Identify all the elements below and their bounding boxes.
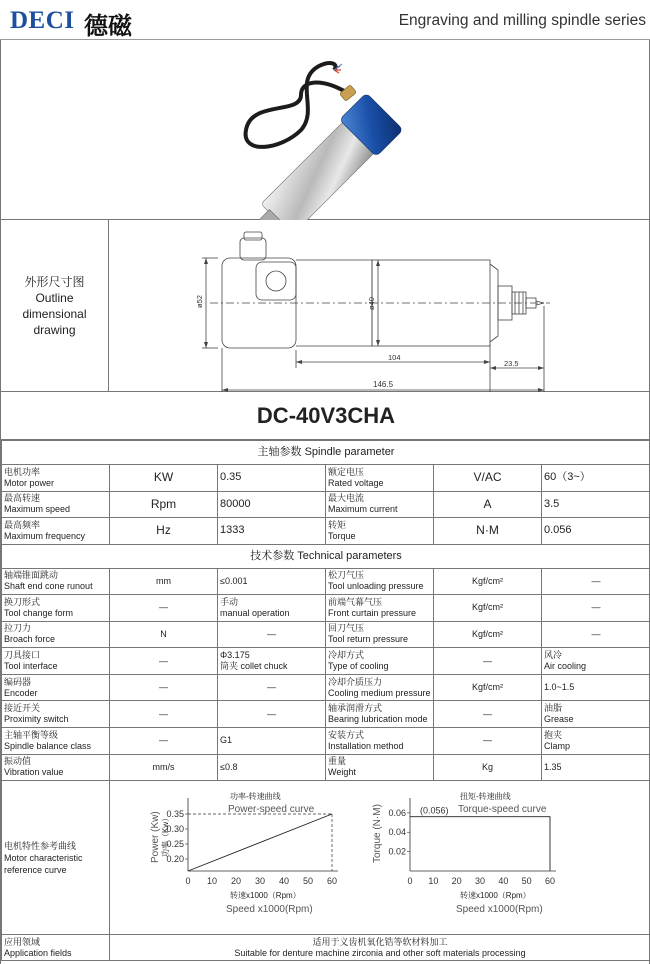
chart1-series-line: [188, 814, 332, 871]
param-label-en: Motor power: [4, 477, 55, 488]
param-unit: Kgf/cm²: [434, 674, 542, 701]
param-unit: —: [434, 728, 542, 755]
chart2-y-tick-label: 0.06: [388, 808, 406, 819]
param-unit: Rpm: [110, 491, 218, 518]
param-label-en: Tool return pressure: [328, 634, 409, 645]
chart1-y-tick-label: 0.20: [166, 854, 184, 865]
param-label-en: Vibration value: [4, 767, 64, 778]
param-label: [2, 674, 110, 701]
param-value-line-1: 手动: [220, 596, 239, 607]
dim-length-tip: 23.5: [504, 359, 519, 368]
param-label: [326, 595, 434, 622]
application-value: [110, 935, 650, 961]
param-value-line-1: 油脂: [544, 703, 563, 714]
brand-logo-text: DECI: [10, 7, 75, 34]
outline-label-cn: 外形尺寸图: [24, 275, 85, 289]
technical-row: [2, 648, 650, 675]
param-value: [218, 674, 326, 701]
chart2-x-tick-label: 20: [451, 876, 462, 887]
param-value: [542, 674, 650, 701]
param-label: [2, 465, 110, 492]
param-label-en: Torque: [328, 530, 356, 541]
param-label-cn: 编码器: [4, 676, 32, 687]
param-label-cn: 松刀气压: [328, 570, 365, 581]
param-label: [2, 621, 110, 648]
param-unit: —: [434, 701, 542, 728]
param-label-en: Front curtain pressure: [328, 607, 417, 618]
outline-label-en-1: Outline: [35, 291, 74, 305]
param-value-line-2: Clamp: [544, 740, 571, 751]
param-unit: —: [110, 595, 218, 622]
chart2-annotation: (0.056): [420, 805, 449, 816]
param-label-en: Cooling medium pressure: [328, 687, 431, 698]
param-label-cn: 主轴平衡等级: [4, 729, 59, 740]
param-value: 80000: [218, 491, 326, 518]
spindle-photo-image: [1, 40, 650, 220]
param-value: 1333: [218, 518, 326, 545]
spec-sheet: [0, 40, 650, 964]
param-unit: Hz: [110, 518, 218, 545]
param-value-line-1: G1: [220, 735, 233, 746]
param-label: [326, 518, 434, 545]
param-value-line-1: —: [267, 628, 276, 639]
series-title: Engraving and milling spindle series: [398, 12, 646, 29]
outline-drawing-svg: [110, 220, 650, 392]
chart1-y-tick-label: 0.30: [166, 824, 184, 835]
param-unit: —: [110, 648, 218, 675]
param-label-cn: 回刀气压: [328, 623, 365, 634]
param-value: [542, 648, 650, 675]
param-label-en: Maximum speed: [4, 504, 71, 515]
chart2-title: 扭矩-转速曲线: [460, 792, 511, 802]
param-label-en: Installation method: [328, 740, 404, 751]
param-value-line-1: Φ3.175: [220, 650, 250, 661]
chart2-series-line: [410, 817, 550, 871]
param-value: [218, 701, 326, 728]
param-value: [218, 648, 326, 675]
outline-label-en-3: drawing: [33, 323, 76, 337]
param-label: [2, 648, 110, 675]
param-value-line-1: ≤0.8: [220, 761, 238, 772]
param-label-cn: 安装方式: [328, 729, 365, 740]
param-label: [326, 465, 434, 492]
param-value: [542, 621, 650, 648]
param-label: [326, 568, 434, 595]
param-value: [218, 728, 326, 755]
param-value: [218, 568, 326, 595]
param-label-en: Weight: [328, 767, 356, 778]
param-label: [326, 491, 434, 518]
param-unit: mm/s: [110, 754, 218, 781]
product-photo-box: [1, 40, 650, 220]
param-label-en: Encoder: [4, 687, 38, 698]
param-label-en: Tool change form: [4, 607, 74, 618]
param-unit: —: [110, 701, 218, 728]
param-label-en: Tool unloading pressure: [328, 581, 424, 592]
param-value-line-2: 筒夹 collet chuck: [220, 661, 288, 672]
param-label-en: Type of cooling: [328, 661, 389, 672]
param-value: [542, 701, 650, 728]
param-unit: mm: [110, 568, 218, 595]
dim-diameter-body: ø52: [195, 295, 204, 308]
param-label: [326, 648, 434, 675]
param-unit: A: [434, 491, 542, 518]
param-label-en: Proximity switch: [4, 714, 69, 725]
param-value-line-1: 1.0~1.5: [544, 682, 575, 693]
param-unit: —: [434, 648, 542, 675]
param-unit: KW: [110, 465, 218, 492]
chart2-x-tick-label: 0: [407, 876, 413, 887]
param-label: [2, 595, 110, 622]
param-value: [542, 754, 650, 781]
chart1-ylabel-cn: 功率（Kw）: [161, 814, 170, 858]
param-value-line-1: —: [591, 602, 601, 613]
outline-label-en-2: dimensional: [22, 307, 87, 321]
param-value-line-1: —: [591, 575, 601, 586]
param-unit: N: [110, 621, 218, 648]
chart2-xlabel: 转速x1000（Rpm）: [460, 891, 531, 901]
param-value-line-1: —: [267, 708, 276, 719]
param-label: [2, 728, 110, 755]
param-unit: —: [110, 728, 218, 755]
param-value: 0.056: [542, 518, 650, 545]
param-label-cn: 最高频率: [4, 519, 41, 530]
param-label: [2, 568, 110, 595]
param-label-cn: 轴端锥面跳动: [4, 570, 59, 581]
param-label-cn: 额定电压: [328, 466, 365, 477]
model-number: DC-40V3CHA: [1, 392, 650, 440]
param-label-en: Maximum current: [328, 504, 398, 515]
curve-charts-cell: [110, 781, 650, 935]
technical-parameter-title: 技术参数 Technical parameters: [2, 544, 650, 568]
chart1-x-tick-label: 60: [326, 876, 338, 887]
param-label-cn: 轴承润滑方式: [328, 703, 383, 714]
technical-row: [2, 595, 650, 622]
param-label: [326, 728, 434, 755]
chart1-x-tick-label: 50: [302, 876, 314, 887]
param-label-en: Shaft end cone runout: [4, 581, 93, 592]
brand-logo-chinese: 德磁: [84, 11, 132, 40]
application-label-cn: 应用领域: [4, 936, 41, 947]
outline-drawing-label: [1, 220, 109, 392]
chart1-y-tick-label: 0.25: [166, 839, 184, 850]
parameter-table: [1, 440, 650, 961]
param-label-cn: 拉刀力: [4, 623, 32, 634]
chart2-x-tick-label: 60: [544, 876, 556, 887]
chart1-xlabel-en: Speed x1000(Rpm): [226, 904, 313, 916]
param-value-line-2: manual operation: [220, 607, 290, 618]
chart1-title: 功率-转速曲线: [230, 792, 281, 802]
curve-label-en-1: Motor characteristic: [4, 852, 83, 863]
param-label-cn: 接近开关: [4, 703, 41, 714]
param-value-line-1: —: [267, 682, 276, 693]
spindle-row: [2, 465, 650, 492]
param-unit: Kgf/cm²: [434, 595, 542, 622]
spindle-parameter-title: 主轴参数 Spindle parameter: [2, 441, 650, 465]
param-unit: V/AC: [434, 465, 542, 492]
curve-row-label: [2, 781, 110, 935]
chart2-xlabel-en: Speed x1000(Rpm): [456, 904, 543, 916]
param-label: [2, 754, 110, 781]
application-value-cn: 适用于义齿机氧化锆等软材料加工: [312, 936, 448, 947]
chart1-x-tick-label: 30: [254, 876, 266, 887]
param-value-line-1: 抱夹: [544, 729, 563, 740]
application-label: [2, 935, 110, 961]
param-value: [218, 754, 326, 781]
chart1-x-tick-label: 40: [278, 876, 290, 887]
application-label-en: Application fields: [4, 947, 72, 958]
chart1-x-tick-label: 20: [230, 876, 242, 887]
param-value-line-2: Air cooling: [544, 661, 587, 672]
dim-length-nose: 104: [388, 353, 401, 362]
param-value: [218, 621, 326, 648]
param-value: 60（3~）: [542, 465, 650, 492]
param-label-cn: 重量: [328, 756, 347, 767]
technical-parameter-rows: [2, 568, 650, 781]
outline-drawing-row: [1, 220, 650, 392]
param-label: [326, 754, 434, 781]
spindle-parameter-rows: [2, 465, 650, 545]
technical-row: [2, 754, 650, 781]
page-header: [0, 0, 650, 40]
param-value: 3.5: [542, 491, 650, 518]
param-value-line-1: 风冷: [544, 650, 563, 661]
param-unit: Kg: [434, 754, 542, 781]
chart1-x-tick-label: 10: [206, 876, 218, 887]
technical-row: [2, 621, 650, 648]
param-value-line-1: ≤0.001: [220, 575, 248, 586]
spindle-row: [2, 518, 650, 545]
param-label-en: Bearing lubrication mode: [328, 714, 428, 725]
param-label-cn: 电机功率: [4, 466, 41, 477]
param-label: [326, 621, 434, 648]
param-label-cn: 冷却介质压力: [328, 676, 383, 687]
param-label: [2, 518, 110, 545]
param-label-en: Tool interface: [4, 661, 58, 672]
application-value-en: Suitable for denture machine zirconia and other soft materials processing: [234, 947, 526, 958]
param-value: 0.35: [218, 465, 326, 492]
param-unit: N·M: [434, 518, 542, 545]
technical-row: [2, 568, 650, 595]
param-label-en: Broach force: [4, 634, 56, 645]
param-label-en: Spindle balance class: [4, 740, 92, 751]
technical-row: [2, 701, 650, 728]
technical-row: [2, 728, 650, 755]
param-label-cn: 前端气幕气压: [328, 596, 383, 607]
dim-diameter-nose: ø40: [367, 297, 376, 310]
param-label: [326, 701, 434, 728]
spindle-row: [2, 491, 650, 518]
param-label-cn: 最大电流: [328, 493, 365, 504]
param-value-line-2: Grease: [544, 714, 574, 725]
param-label: [2, 491, 110, 518]
param-value: [542, 568, 650, 595]
characteristic-charts: [110, 781, 650, 931]
chart1-ylabel: Power (Kw): [150, 811, 161, 864]
param-value: [542, 595, 650, 622]
param-label-cn: 最高转速: [4, 493, 41, 504]
param-label-en: Maximum frequency: [4, 530, 86, 541]
param-label-en: Rated voltage: [328, 477, 384, 488]
chart2-x-tick-label: 50: [521, 876, 532, 887]
param-value-line-1: —: [591, 628, 601, 639]
chart2-ylabel: Torque (N·M): [372, 804, 383, 864]
technical-row: [2, 674, 650, 701]
chart2-x-tick-label: 10: [428, 876, 439, 887]
curve-label-cn: 电机特性参考曲线: [4, 840, 77, 851]
param-label-cn: 冷却方式: [328, 650, 365, 661]
param-label-cn: 刀具接口: [4, 650, 41, 661]
curve-label-en-2: reference curve: [4, 864, 67, 875]
chart2-y-tick-label: 0.04: [388, 827, 406, 838]
param-label-cn: 转矩: [328, 519, 347, 530]
param-label-cn: 换刀形式: [4, 596, 41, 607]
chart2-subtitle: Torque-speed curve: [458, 804, 547, 816]
param-value: [218, 595, 326, 622]
chart1-x-tick-label: 0: [185, 876, 191, 887]
param-unit: Kgf/cm²: [434, 568, 542, 595]
chart1-subtitle: Power-speed curve: [228, 804, 315, 816]
dim-length-total: 146.5: [373, 380, 394, 389]
param-label: [2, 701, 110, 728]
chart2-x-tick-label: 30: [474, 876, 486, 887]
param-unit: —: [110, 674, 218, 701]
param-value-line-1: 1.35: [544, 761, 562, 772]
param-label-cn: 振动值: [4, 756, 32, 767]
param-label: [326, 674, 434, 701]
chart1-xlabel: 转速x1000（Rpm）: [230, 891, 301, 901]
chart1-y-tick-label: 0.35: [166, 809, 184, 820]
param-value: [542, 728, 650, 755]
param-unit: Kgf/cm²: [434, 621, 542, 648]
chart2-y-tick-label: 0.02: [388, 846, 406, 857]
chart2-x-tick-label: 40: [498, 876, 509, 887]
